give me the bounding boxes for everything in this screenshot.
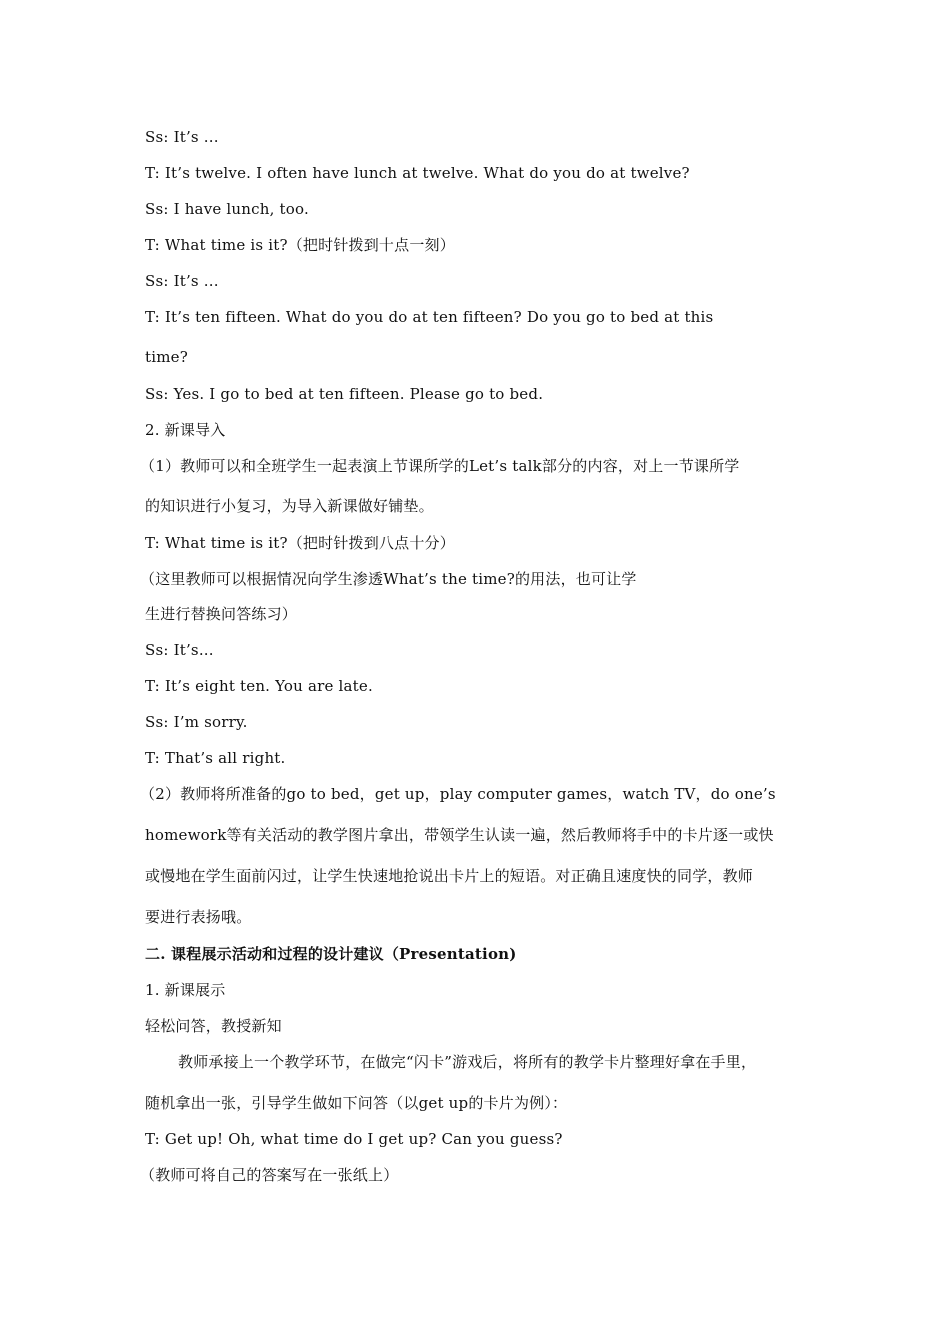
dialogue-line: Ss: It’s ... — [145, 272, 219, 290]
note-line: （这里教师可以根据情况向学生渗透What’s the time?的用法，也可让学 — [140, 570, 637, 588]
dialogue-line: T: It’s eight ten. You are late. — [145, 677, 373, 695]
paragraph-line: （1）教师可以和全班学生一起表演上节课所学的Let’s talk部分的内容，对上一节课所学 — [140, 457, 740, 475]
dialogue-line: T: Get up! Oh, what time do I get up? Can you guess? — [145, 1130, 563, 1148]
paragraph-line: 或慢地在学生面前闪过，让学生快速地抢说出卡片上的短语。对正确且速度快的同学，教师 — [145, 867, 754, 885]
dialogue-line: T: What time is it?（把时针拨到八点十分） — [145, 534, 455, 552]
dialogue-line: Ss: It’s ... — [145, 128, 219, 146]
dialogue-line: T: It’s ten fifteen. What do you do at ten fifteen? Do you go to bed at this — [145, 308, 714, 326]
note-line: （教师可将自己的答案写在一张纸上） — [140, 1166, 399, 1184]
note-line: 生进行替换问答练习） — [145, 605, 298, 623]
dialogue-line: T: What time is it?（把时针拨到十点一刻） — [145, 236, 455, 254]
dialogue-line: T: It’s twelve. I often have lunch at twelve. What do you do at twelve? — [145, 164, 690, 182]
subsection-title: 轻松问答，教授新知 — [145, 1017, 282, 1035]
section-heading: 2. 新课导入 — [145, 421, 226, 439]
paragraph-line: homework等有关活动的教学图片拿出，带领学生认读一遍，然后教师将手中的卡片逐一或快 — [145, 826, 774, 844]
dialogue-line: T: That’s all right. — [145, 749, 286, 767]
dialogue-line: Ss: Yes. I go to bed at ten fifteen. Please go to bed. — [145, 385, 544, 403]
dialogue-line: Ss: It’s... — [145, 641, 214, 659]
paragraph-line: 随机拿出一张，引导学生做如下问答（以get up的卡片为例）： — [145, 1094, 568, 1112]
subsection-heading: 1. 新课展示 — [145, 981, 226, 999]
section-heading-bold: 二. 课程展示活动和过程的设计建议（Presentation) — [145, 945, 517, 963]
dialogue-line: time? — [145, 348, 188, 366]
paragraph-line: 的知识进行小复习，为导入新课做好铺垫。 — [145, 497, 434, 515]
dialogue-line: Ss: I’m sorry. — [145, 713, 248, 731]
paragraph-line: 教师承接上一个教学环节，在做完“闪卡”游戏后，将所有的教学卡片整理好拿在手里， — [178, 1053, 757, 1071]
paragraph-line: 要进行表扬哦。 — [145, 908, 252, 926]
dialogue-line: Ss: I have lunch, too. — [145, 200, 309, 218]
paragraph-line: （2）教师将所准备的go to bed，get up，play computer games，watch TV，do one’s — [140, 785, 776, 803]
